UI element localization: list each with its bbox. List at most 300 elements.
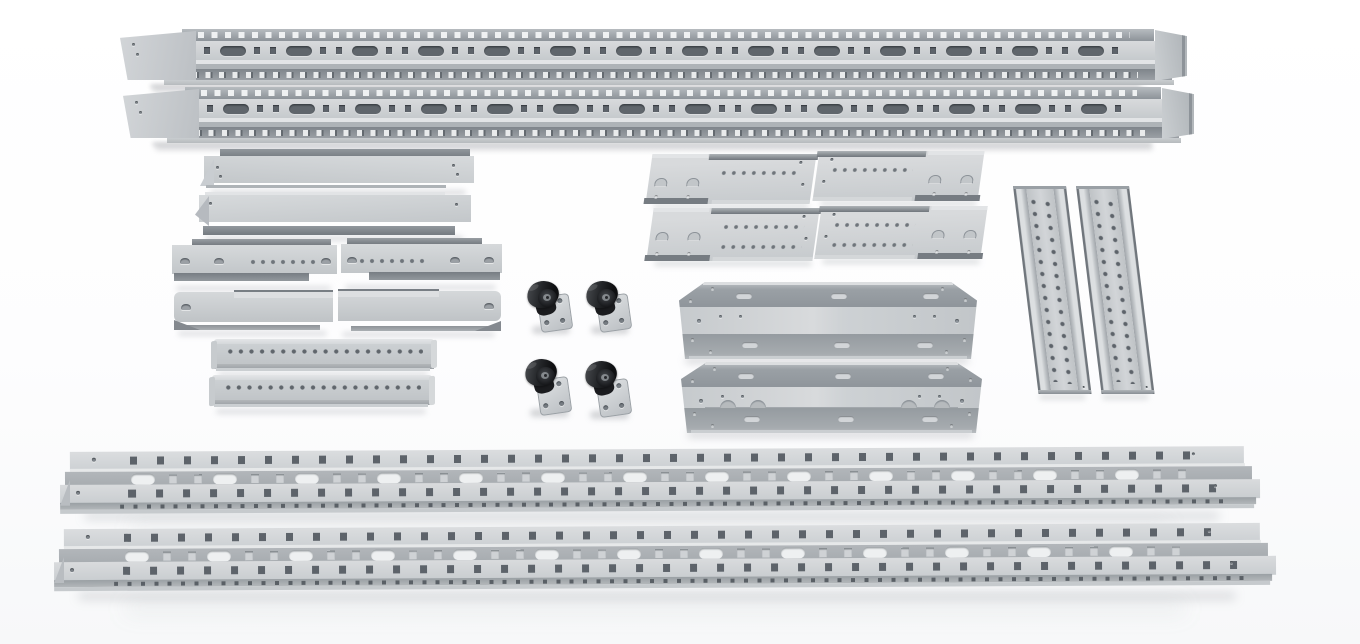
bottom-edge-lip (814, 255, 914, 259)
rail-face (160, 41, 1168, 60)
arc-slot-hole (655, 232, 669, 241)
square-hole (864, 47, 870, 54)
plate-face (814, 206, 987, 259)
square-hole-row (116, 484, 1224, 497)
square-hole (983, 105, 989, 112)
square-slot-light (686, 472, 694, 481)
oval-slot-light (371, 549, 395, 560)
hole-dot (711, 424, 714, 427)
oval-slot (1078, 46, 1104, 56)
square-hole (669, 105, 675, 112)
square-slot-light (1008, 547, 1016, 556)
hole-dot (969, 378, 972, 381)
tread-highlight (587, 283, 599, 292)
square-slot-light (661, 472, 669, 481)
bottom-flange (679, 334, 977, 359)
caster-2 (586, 281, 630, 331)
oval-slot-light (377, 472, 401, 483)
square-hole (801, 105, 807, 112)
oval-slot (616, 46, 642, 56)
hole-row (832, 222, 916, 228)
square-hole (521, 105, 527, 112)
oval-slot-light (295, 473, 319, 484)
bottom-edge-line (206, 185, 446, 188)
square-hole (867, 105, 873, 112)
hole-dot (689, 299, 692, 302)
square-slot-light (358, 473, 366, 482)
square-hole (798, 47, 804, 54)
slot-hole (347, 257, 357, 263)
plate-hole (556, 381, 562, 387)
square-slot-light (1096, 470, 1104, 479)
plate-hole (544, 320, 550, 326)
z-bracket-bottom-right (338, 289, 501, 331)
plate-face (812, 151, 984, 201)
bottom-edge-dark (643, 198, 708, 204)
flange-bottom-lip (691, 430, 972, 433)
tread-highlight (586, 363, 598, 372)
square-hole (914, 47, 920, 54)
floor-shadow (654, 261, 812, 266)
top-edge-lip (931, 206, 988, 210)
square-slot-light (762, 548, 770, 557)
square-hole-row (130, 451, 1204, 464)
square-hole (716, 47, 722, 54)
bottom-rail-pair-2 (54, 523, 1276, 595)
square-hole (603, 105, 609, 112)
hole-dot (686, 195, 689, 198)
caster-hub-bolt (544, 374, 547, 377)
bottom-flange-dark (203, 226, 455, 235)
slot-hole (321, 258, 331, 264)
square-hole (254, 47, 260, 54)
caster-hub-bolt (604, 376, 607, 379)
right-end-cap (429, 376, 435, 406)
hole-dot (655, 252, 658, 255)
square-hole (518, 47, 524, 54)
square-slot-light (598, 549, 606, 558)
bottom-flange (681, 408, 982, 433)
oval-slot-light (951, 469, 975, 480)
oval-slot-light (1109, 546, 1133, 557)
oval-slot (352, 46, 378, 56)
square-slot-light (604, 472, 612, 481)
bottom-rail-pair-1 (60, 446, 1260, 515)
square-slot-light (270, 551, 278, 560)
top-flange-serrated (182, 29, 1154, 41)
right-end-cap (431, 340, 437, 369)
oval-slot-light (541, 471, 565, 482)
oval-slot (946, 46, 972, 56)
caster-hub-bolt (605, 296, 608, 299)
square-hole (537, 105, 543, 112)
square-hole (785, 105, 791, 112)
oval-slot (1012, 46, 1038, 56)
top-edge-lip (652, 154, 708, 158)
plate-bracket-bottom-left (646, 208, 819, 261)
square-slot-light (497, 473, 505, 482)
arc-slot-hole (963, 230, 977, 239)
top-edge-lip (653, 208, 710, 212)
oval-hole-light (923, 293, 939, 299)
hole-dot (691, 379, 694, 382)
oval-slot (748, 46, 774, 56)
square-slot-light (579, 472, 587, 481)
square-slot-light (194, 474, 202, 483)
oval-slot (817, 104, 843, 114)
oval-slot (220, 46, 246, 56)
hole-dot (713, 367, 716, 370)
punched-hole-row (201, 90, 1137, 96)
square-hole (600, 47, 606, 54)
oval-slot (421, 104, 447, 114)
hole-dot (967, 250, 970, 253)
bottom-flange-dark (369, 272, 500, 280)
square-slot-light (1090, 547, 1098, 556)
square-slot-light (819, 548, 827, 557)
plate-hole (619, 318, 625, 324)
bracket-face (199, 195, 471, 222)
bottom-flange-serrated (169, 127, 1179, 138)
square-hole-row (124, 528, 1220, 542)
square-slot-light (245, 551, 253, 560)
hole-dot (209, 202, 212, 205)
floor-shadow (216, 409, 426, 414)
square-hole (405, 105, 411, 112)
bottom-edge-dark (915, 195, 981, 201)
oval-slot (685, 104, 711, 114)
square-slot-light (327, 551, 335, 560)
end-edge (1182, 34, 1185, 77)
oval-slot-light (213, 473, 237, 484)
oval-slot (418, 46, 444, 56)
z-bracket-top-right (341, 238, 502, 284)
oval-slot-light (1115, 469, 1139, 480)
hole-dot (968, 412, 971, 415)
square-slot-light (844, 548, 852, 557)
oval-hole-light (922, 416, 938, 422)
oval-slot (484, 46, 510, 56)
square-hole (471, 105, 477, 112)
square-hole (257, 105, 263, 112)
rail-right-endcap (1155, 30, 1187, 81)
channel-bottom-cap (1101, 390, 1154, 394)
square-hole-row (110, 561, 1240, 575)
square-hole (782, 47, 788, 54)
slot-hole (181, 304, 191, 310)
oval-slot (355, 104, 381, 114)
hole-dot (139, 111, 142, 114)
oval-slot-light (869, 470, 893, 481)
oval-slot-light (787, 470, 811, 481)
hole-dot (699, 399, 703, 403)
oval-slot-light (459, 472, 483, 483)
channel-top-cap (1013, 186, 1066, 189)
hole-dot (719, 315, 722, 318)
square-hole (389, 105, 395, 112)
hole-dot (654, 195, 657, 198)
square-hole (339, 105, 345, 112)
square-hole (917, 105, 923, 112)
oval-slot (949, 104, 975, 114)
arc-slot-hole (960, 175, 974, 184)
square-slot-light (409, 550, 417, 559)
bottom-flange-dark (351, 326, 495, 331)
square-hole (848, 47, 854, 54)
floor-shadow (178, 331, 327, 336)
hole-dot (1230, 561, 1233, 564)
square-hole (323, 105, 329, 112)
oval-slot (883, 104, 909, 114)
hole-dot (216, 166, 219, 169)
punched-hole-row (192, 72, 1138, 78)
oval-slot (286, 46, 312, 56)
long-angle-bracket-2 (199, 192, 471, 235)
square-slot-light (163, 552, 171, 561)
hole-dot (687, 252, 690, 255)
hole-dot (455, 203, 458, 206)
plate-hole (603, 405, 609, 411)
square-slot-light (983, 547, 991, 556)
oval-slot (289, 104, 315, 114)
bottom-edge-dark (917, 253, 983, 259)
hole-row (829, 242, 913, 248)
oval-slot (619, 104, 645, 114)
square-slot-light (516, 550, 524, 559)
z-bracket-top-left (172, 239, 337, 285)
hole-dot (964, 298, 967, 301)
square-slot-light (825, 471, 833, 480)
oval-slot-light (207, 550, 231, 561)
oval-hole-light (834, 342, 850, 348)
hole-dot (1192, 452, 1195, 455)
square-slot-light (926, 548, 934, 557)
hole-dot (86, 535, 90, 539)
hole-row (223, 384, 421, 391)
square-slot-light (188, 551, 196, 560)
flange-lip (705, 362, 958, 365)
top-flange (681, 362, 982, 387)
raised-edge-dark (709, 154, 818, 160)
bottom-lip (167, 138, 1181, 143)
floor-shadow (822, 259, 980, 264)
oval-slot-light (1027, 546, 1051, 557)
channel-top-cap (1076, 186, 1129, 189)
plate-hole (616, 383, 622, 389)
square-hole (584, 47, 590, 54)
hole-dot (938, 395, 941, 398)
square-slot-light (1014, 470, 1022, 479)
flange-bottom-lip (689, 356, 967, 359)
bottom-edge-lip (713, 257, 813, 261)
caster-1 (527, 281, 571, 331)
square-hole (1065, 105, 1071, 112)
plate-hole (559, 401, 565, 407)
plate-bracket-top-right (812, 151, 984, 201)
raised-edge-dark (819, 206, 930, 212)
oval-slot (682, 46, 708, 56)
square-slot-light (743, 472, 751, 481)
flange-lip (703, 282, 953, 285)
hole-dot (933, 315, 936, 318)
oval-slot (751, 104, 777, 114)
half-moon-notch (750, 400, 766, 408)
slot-hole (214, 258, 224, 264)
hole-dot (135, 101, 138, 104)
hole-row (718, 170, 801, 176)
slot-hole (484, 257, 494, 263)
slot-hole (450, 257, 460, 263)
hole-dot (709, 350, 712, 353)
oval-slot (1015, 104, 1041, 114)
hole-dot (693, 412, 696, 415)
oval-slot (487, 104, 513, 114)
square-slot-light (333, 474, 341, 483)
oval-slot (223, 104, 249, 114)
square-hole (851, 105, 857, 112)
hole-dot (955, 319, 959, 323)
oval-slot (880, 46, 906, 56)
channel-bracket-2 (681, 362, 982, 433)
arc-slot-hole (686, 178, 700, 187)
half-moon-notch (720, 400, 736, 408)
oval-slot-light (125, 551, 149, 562)
bottom-edge-lip (812, 197, 912, 201)
square-hole (207, 105, 213, 112)
square-hole (468, 47, 474, 54)
hole-dot (76, 491, 80, 495)
hole-dot (946, 367, 949, 370)
hole-strip-1 (214, 339, 434, 372)
oval-slot-light (863, 547, 887, 558)
square-slot-light (1153, 470, 1161, 479)
square-hole (204, 47, 210, 54)
oval-slot-light (535, 549, 559, 560)
square-hole (402, 47, 408, 54)
oval-hole-light (738, 373, 754, 379)
plate-hole (560, 318, 566, 324)
square-hole (1112, 47, 1118, 54)
floor-shadow (124, 600, 1186, 616)
floor-shadow (1039, 394, 1086, 400)
half-moon-notch (934, 400, 950, 408)
oval-hole-light (835, 373, 851, 379)
square-hole (270, 47, 276, 54)
oval-slot-light (617, 548, 641, 559)
oval-slot-light (289, 550, 313, 561)
hole-dot (950, 424, 953, 427)
hole-dot (691, 338, 694, 341)
oval-hole-light (744, 416, 760, 422)
square-slot-light (434, 550, 442, 559)
oval-slot (814, 46, 840, 56)
square-slot-light (1147, 546, 1155, 555)
square-hole (933, 105, 939, 112)
caster-3 (525, 359, 570, 414)
channel-bottom-cap (1038, 390, 1091, 394)
square-slot-light (1172, 546, 1180, 555)
oval-hole-light (838, 416, 854, 422)
oval-hole-light (831, 293, 847, 299)
hole-dot (132, 43, 135, 46)
hole-dot (960, 399, 964, 403)
square-slot-light (522, 473, 530, 482)
hole-dot (219, 175, 222, 178)
long-angle-bracket-1 (204, 149, 474, 189)
oval-hole-light (928, 373, 944, 379)
hole-dot (739, 315, 742, 318)
plate-face (646, 208, 819, 261)
square-slot-light (415, 473, 423, 482)
square-hole (735, 105, 741, 112)
floor-shadow (342, 332, 495, 337)
square-slot-light (680, 549, 688, 558)
square-hole (650, 47, 656, 54)
square-hole (320, 47, 326, 54)
hole-dot (963, 338, 966, 341)
square-slot-light (989, 470, 997, 479)
oval-slot (1081, 104, 1107, 114)
top-edge-lip (234, 290, 333, 298)
square-slot-light (491, 550, 499, 559)
square-slot-light (907, 471, 915, 480)
oval-slot-light (699, 548, 723, 559)
channel-bracket-1 (679, 282, 977, 359)
left-end-cap (211, 341, 217, 370)
rail-left-endcap (120, 31, 196, 80)
square-slot-light (440, 473, 448, 482)
square-hole (996, 47, 1002, 54)
plate-hole (619, 403, 625, 409)
plate-bracket-bottom-right (814, 206, 987, 259)
rail-left-endcap (123, 89, 199, 138)
square-slot-light (573, 549, 581, 558)
square-hole (732, 47, 738, 54)
tread-highlight (526, 361, 538, 370)
oval-slot (550, 46, 576, 56)
half-moon-notch (901, 400, 917, 408)
arc-slot-hole (928, 175, 942, 184)
square-hole (930, 47, 936, 54)
square-slot-light (1178, 469, 1186, 478)
square-hole (980, 47, 986, 54)
end-edge (1189, 92, 1192, 135)
top-rail-2 (129, 87, 1187, 144)
square-hole (1115, 105, 1121, 112)
bottom-lip (214, 404, 428, 407)
hole-row (357, 258, 428, 264)
hole-dot (456, 173, 459, 176)
arc-slot-hole (654, 178, 668, 187)
bottom-edge-lip (711, 200, 810, 204)
oval-slot (553, 104, 579, 114)
hole-dot (941, 287, 944, 290)
punched-hole-row (195, 130, 1145, 136)
square-hole (1046, 47, 1052, 54)
plate-hole (543, 403, 549, 409)
oval-slot-light (453, 549, 477, 560)
square-hole (1049, 105, 1055, 112)
punched-hole-row (198, 32, 1130, 38)
hole-dot (918, 395, 921, 398)
arc-slot-hole (931, 230, 945, 239)
raised-edge-dark (817, 151, 927, 157)
plate-hole (603, 320, 609, 326)
hole-dot (935, 250, 938, 253)
hole-dot (741, 395, 744, 398)
hole-dot (1214, 484, 1217, 487)
hole-row (718, 244, 802, 250)
